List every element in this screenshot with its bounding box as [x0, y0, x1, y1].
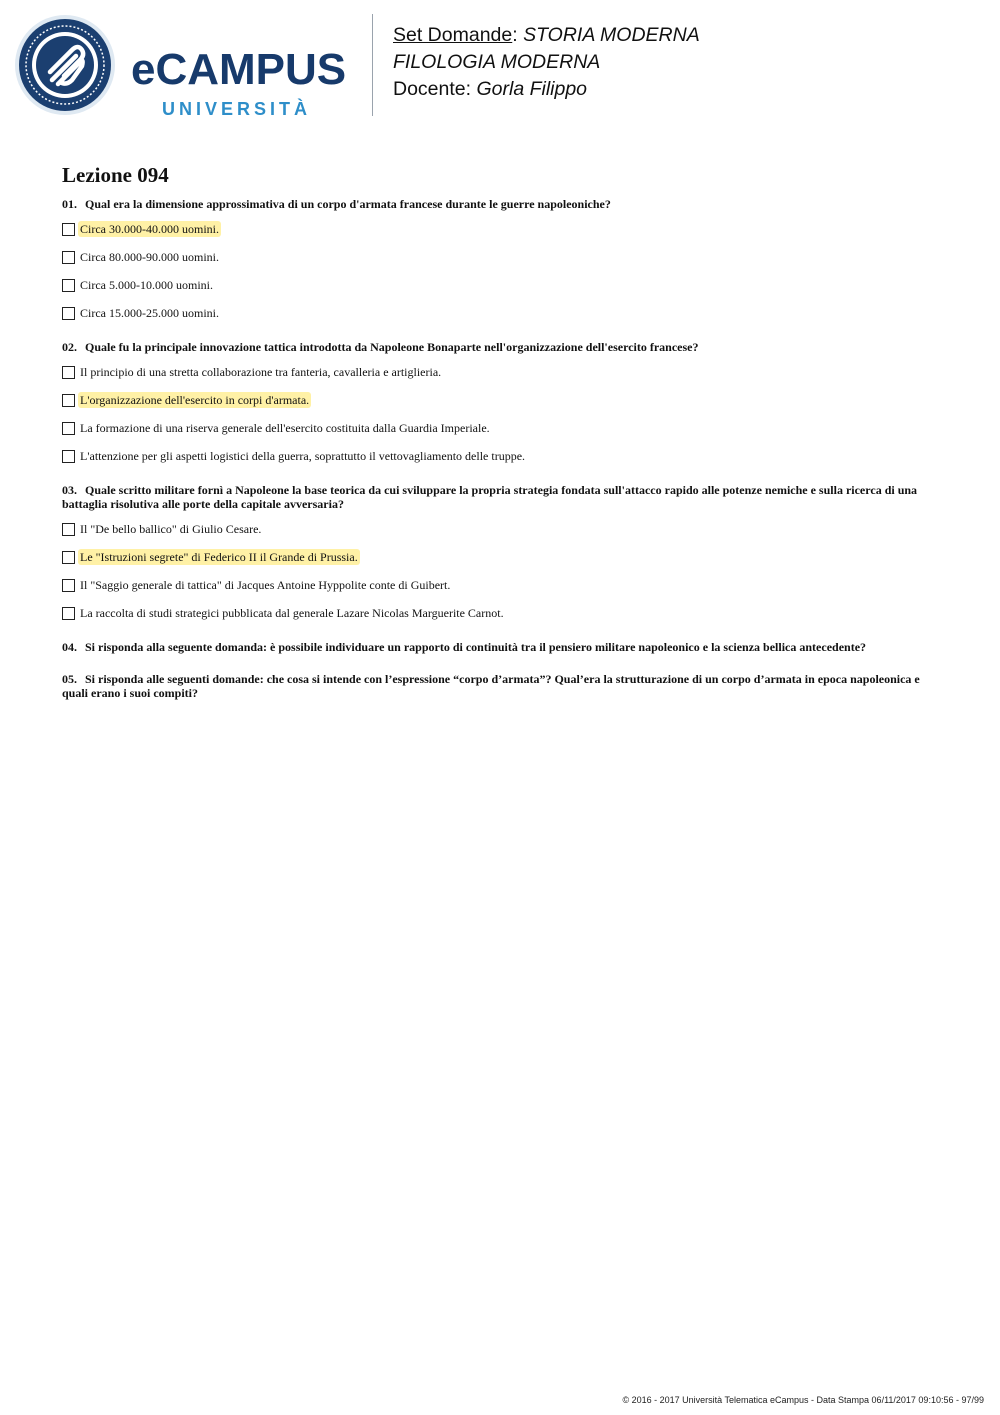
- answer-option[interactable]: [62, 276, 942, 294]
- answer-option[interactable]: [62, 248, 942, 266]
- answer-option[interactable]: [62, 419, 942, 437]
- question-text: [62, 483, 942, 511]
- answer-checkbox[interactable]: [62, 523, 75, 536]
- question-list: [62, 197, 942, 700]
- question-body: Quale fu la principale innovazione tattica introdotta da Napoleone Bonaparte nell'organizzazione dell'esercito francese?: [85, 340, 699, 354]
- question-number: 05.: [62, 672, 77, 686]
- answer-text-highlighted: Circa 30.000-40.000 uomini.: [80, 222, 219, 236]
- question-2: [62, 340, 942, 465]
- set-separator: :: [512, 24, 518, 46]
- question-body: Quale scritto militare fornì a Napoleone la base teorica da cui sviluppare la propria strategia fondata sull'attacco rapido alle potenze nemiche e sulla ricerca di una battaglia risolutiva alle porte della capitale avversaria?: [62, 483, 918, 511]
- answer-checkbox[interactable]: [62, 394, 75, 407]
- question-sheet: [62, 162, 942, 718]
- logo-subtitle: UNIVERSITÀ: [162, 99, 312, 119]
- answer-checkbox[interactable]: [62, 366, 75, 379]
- answer-option[interactable]: [62, 391, 942, 409]
- teacher-label: Docente:: [393, 78, 472, 100]
- answer-checkbox[interactable]: [62, 251, 75, 264]
- answer-option[interactable]: [62, 220, 942, 238]
- subject-name: STORIA MODERNA: [523, 24, 700, 46]
- teacher-name: Gorla Filippo: [476, 78, 588, 100]
- answer-text: L'attenzione per gli aspetti logistici della guerra, soprattutto il vettovagliamento delle truppe.: [80, 449, 526, 463]
- question-number: 02.: [62, 340, 77, 354]
- answer-text: Circa 80.000-90.000 uomini.: [80, 250, 219, 264]
- question-body: Qual era la dimensione approssimativa di un corpo d'armata francese durante le guerre napoleoniche?: [85, 197, 611, 211]
- answer-checkbox[interactable]: [62, 551, 75, 564]
- answer-option[interactable]: [62, 576, 942, 594]
- question-number: 04.: [62, 640, 77, 654]
- set-label: Set Domande: [393, 24, 513, 46]
- answer-text: Circa 15.000-25.000 uomini.: [80, 306, 219, 320]
- answer-option[interactable]: [62, 604, 942, 622]
- answer-text: Il "Saggio generale di tattica" di Jacques Antoine Hyppolite conte di Guibert.: [80, 578, 451, 592]
- answer-option[interactable]: [62, 363, 942, 381]
- header-divider: [372, 14, 373, 116]
- answer-checkbox[interactable]: [62, 223, 75, 236]
- answer-option[interactable]: [62, 447, 942, 465]
- answer-text: Circa 5.000-10.000 uomini.: [80, 278, 213, 292]
- question-body: Si risponda alla seguente domanda: è possibile individuare un rapporto di continuità tra il pensiero militare napoleonico e la scienza bellica antecedente?: [85, 640, 867, 654]
- answer-text-highlighted: L'organizzazione dell'esercito in corpi d'armata.: [80, 393, 310, 407]
- answer-checkbox[interactable]: [62, 307, 75, 320]
- answer-checkbox[interactable]: [62, 450, 75, 463]
- lesson-title: Lezione 094: [62, 163, 169, 187]
- set-line: [393, 22, 700, 49]
- question-text: [62, 672, 942, 700]
- answer-text: La raccolta di studi strategici pubblicata dal generale Lazare Nicolas Marguerite Carnot.: [80, 606, 504, 620]
- question-3: [62, 483, 942, 622]
- question-1: [62, 197, 942, 322]
- question-4: [62, 640, 942, 654]
- answer-checkbox[interactable]: [62, 607, 75, 620]
- answer-text: Il "De bello ballico" di Giulio Cesare.: [80, 522, 262, 536]
- ecampus-seal-icon: [14, 14, 116, 116]
- question-text: [62, 197, 942, 211]
- answer-text-highlighted: Le "Istruzioni segrete" di Federico II il Grande di Prussia.: [80, 550, 358, 564]
- answer-checkbox[interactable]: [62, 279, 75, 292]
- answer-option[interactable]: [62, 548, 942, 566]
- header-info: [393, 22, 700, 103]
- question-body: Si risponda alle seguenti domande: che cosa si intende con l’espressione “corpo d’armata”? Qual’era la strutturazione di un corpo d’armata in epoca napoleonica e quali erano i suoi compiti?: [62, 672, 920, 700]
- logo-wordmark: eCAMPUS: [131, 45, 347, 94]
- course-name: FILOLOGIA MODERNA: [393, 51, 601, 73]
- answer-option[interactable]: [62, 520, 942, 538]
- question-text: [62, 640, 942, 654]
- answer-checkbox[interactable]: [62, 579, 75, 592]
- ecampus-logo: [14, 14, 359, 118]
- answer-text: La formazione di una riserva generale dell'esercito costituita dalla Guardia Imperiale.: [80, 421, 490, 435]
- answer-option[interactable]: [62, 304, 942, 322]
- question-text: [62, 340, 942, 354]
- page-footer: © 2016 - 2017 Università Telematica eCampus - Data Stampa 06/11/2017 09:10:56 - 97/99: [622, 1395, 984, 1405]
- answer-checkbox[interactable]: [62, 422, 75, 435]
- question-number: 01.: [62, 197, 77, 211]
- question-number: 03.: [62, 483, 77, 497]
- teacher-line: [393, 76, 700, 103]
- answer-text: Il principio di una stretta collaborazione tra fanteria, cavalleria e artiglieria.: [80, 365, 442, 379]
- question-5: [62, 672, 942, 700]
